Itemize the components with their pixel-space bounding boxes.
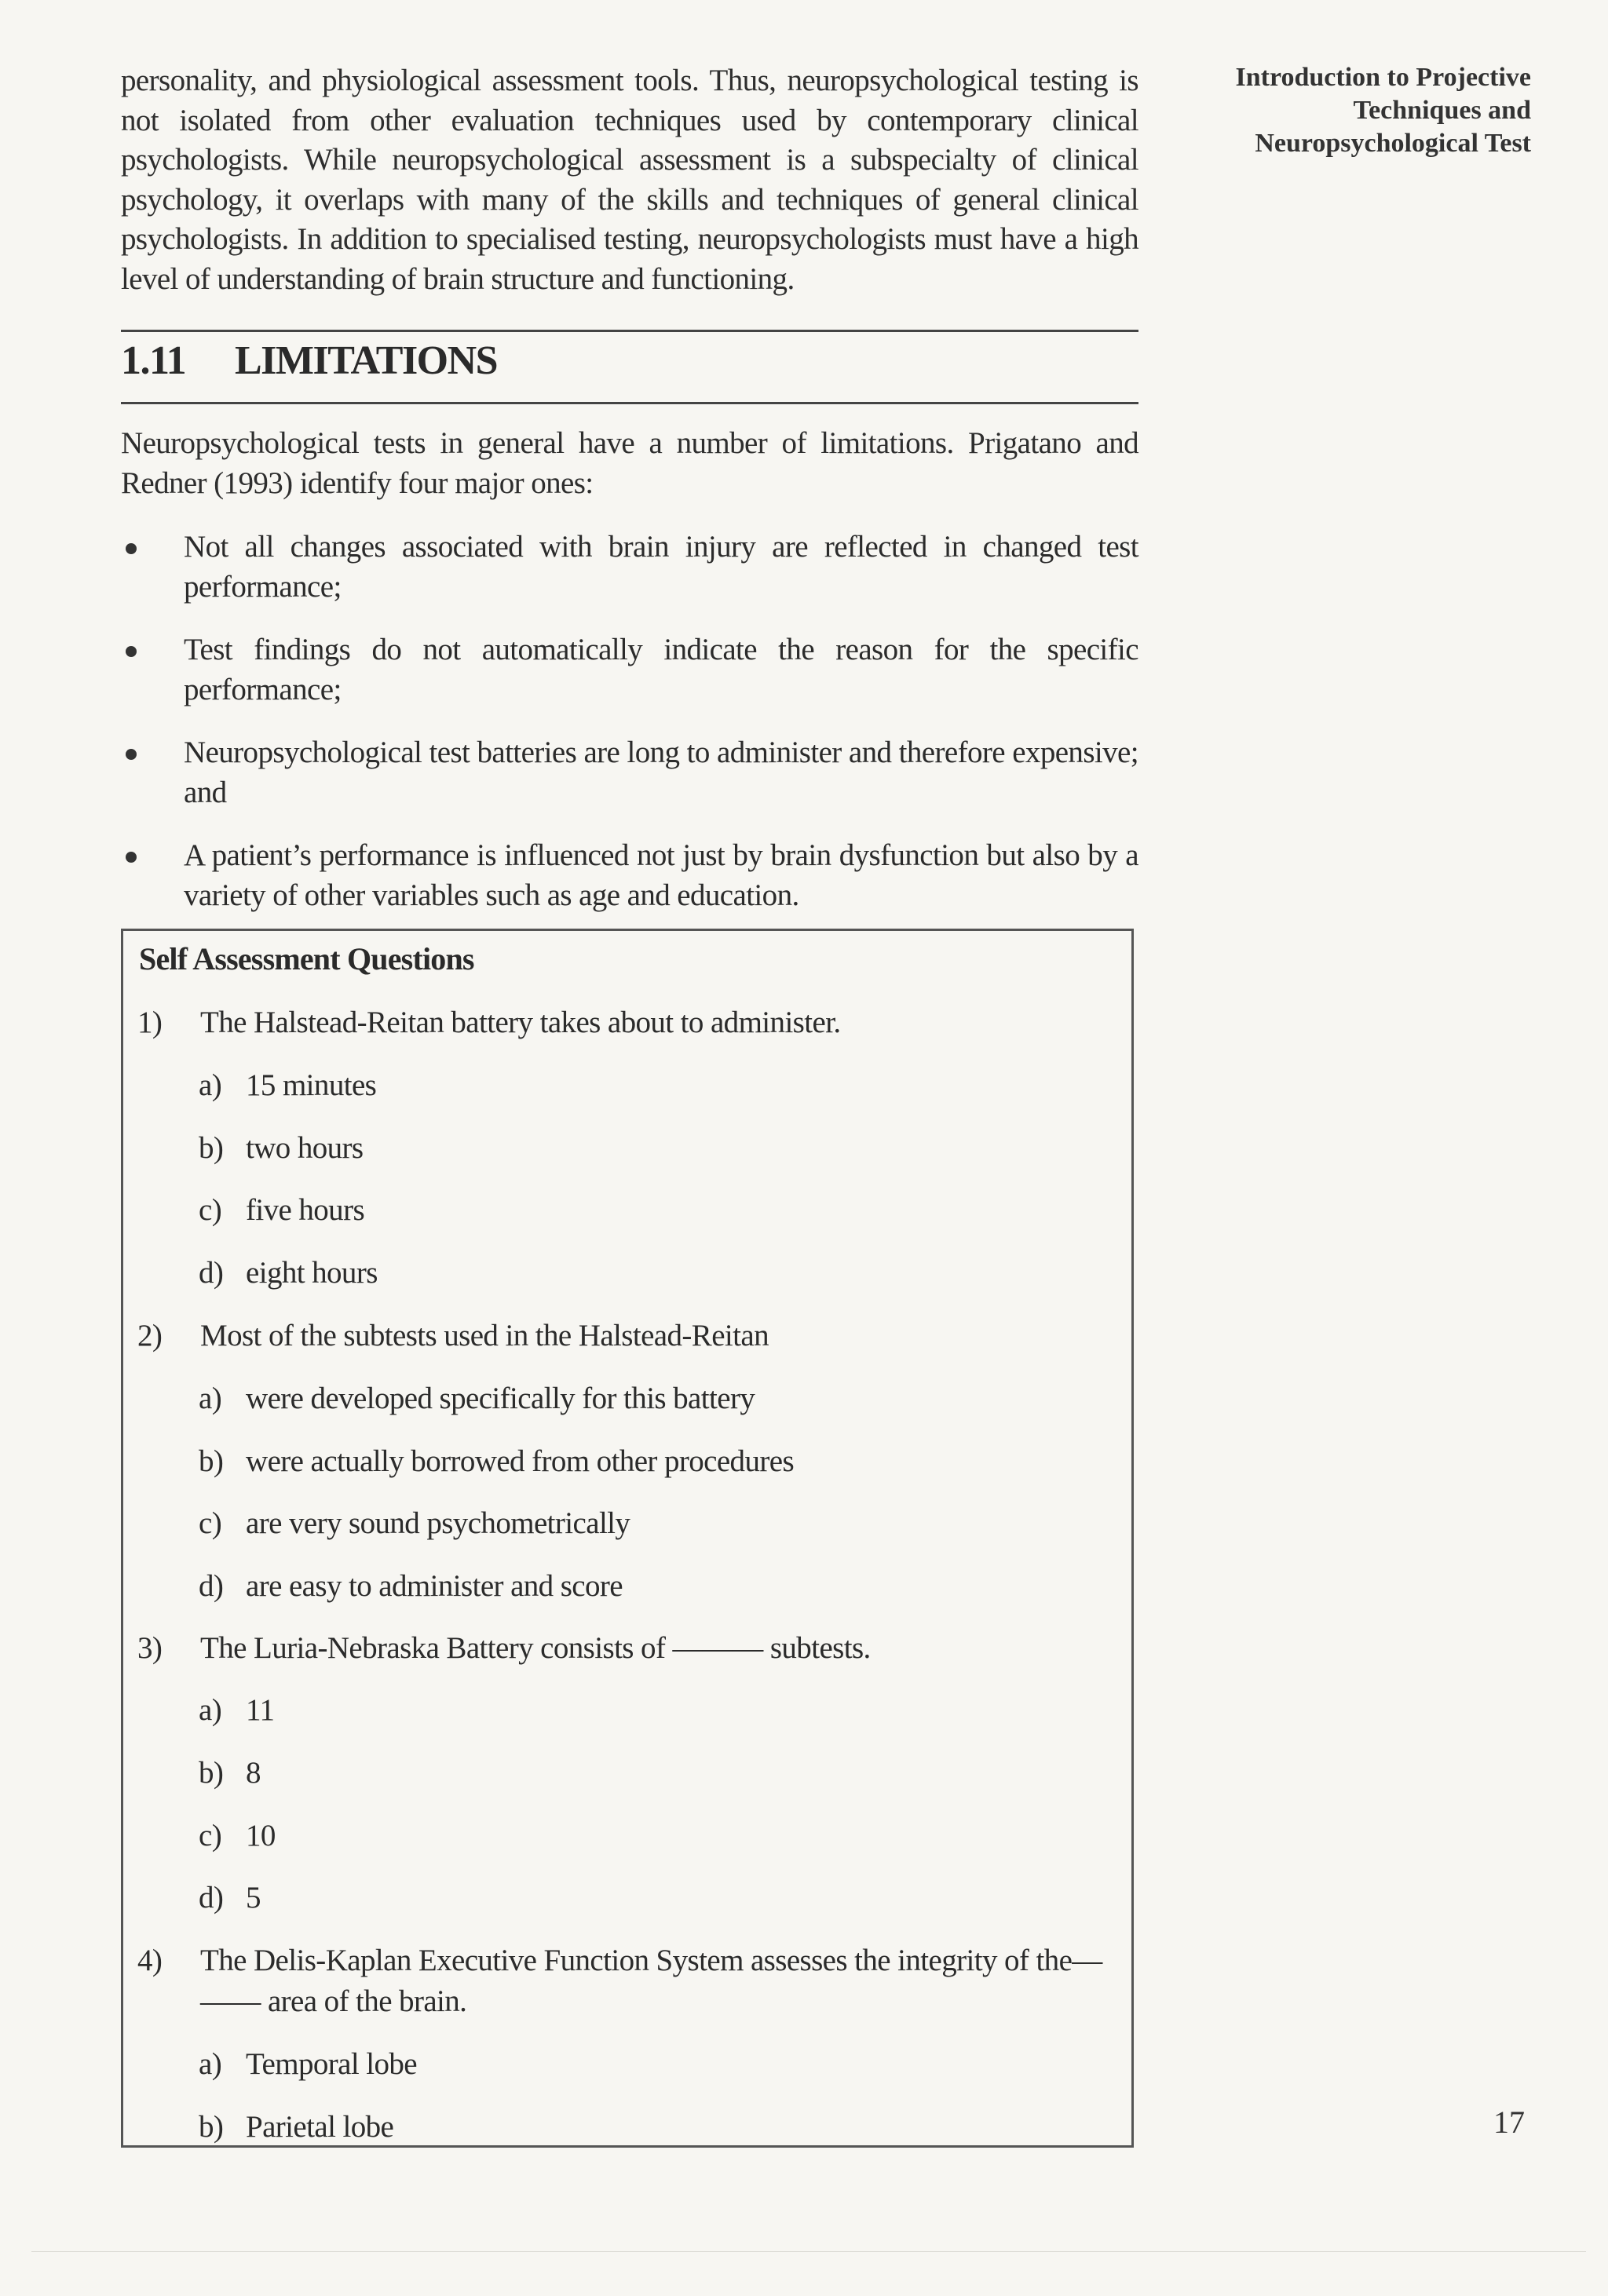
option-letter: c) [199,1193,222,1227]
running-header-line: Techniques and [1353,96,1531,125]
option-text: are very sound psychometrically [246,1506,630,1540]
section-rule-top [121,330,1138,332]
opening-paragraph: personality, and physiological assessment tools. Thus, neuropsychological testing is not isolated from other evaluation techniques used by contemporary clinical psychologists. While neuropsychological assessment is a subspecialty of clinical psychology, it overlaps with many of the skills and techniques of general clinical psychologists. In addition to specialised testing, neuropsychologists must have a high level of understanding of brain structure and functioning. [121,64,1138,296]
option-letter: b) [199,1444,224,1478]
option-text: 11 [246,1693,275,1727]
intro-paragraph: Neuropsychological tests in general have a number of limitations. Prigatano and Redner (1993) identify four major ones: [121,426,1138,500]
question-number: 4) [137,1944,163,1977]
self-assessment-title: Self Assessment Questions [139,941,474,976]
list-item [121,630,1138,733]
option-letter: a) [199,1068,222,1102]
option-text: were actually borrowed from other procedures [246,1444,795,1478]
option-text: five hours [246,1193,365,1227]
section-heading [121,338,497,384]
option-text: 10 [246,1819,276,1852]
option-text: Parietal lobe [246,2110,394,2144]
option-text: eight hours [246,1256,378,1290]
page-number: 17 [1493,2104,1525,2140]
limitations-list [121,527,1138,939]
option-text: 8 [246,1756,261,1790]
self-assessment-box [121,929,1134,2148]
list-item [121,527,1138,630]
page-edge-divider [31,2251,1586,2252]
question-text: The Halstead-Reitan battery takes about to administer. [200,1006,841,1039]
option-letter: d) [199,1569,224,1603]
option-letter: b) [199,1131,224,1165]
option-letter: c) [199,1819,222,1852]
question-number: 2) [137,1319,163,1352]
section-number: 1.11 [121,338,186,383]
option-letter: c) [199,1506,222,1540]
bullet-icon [126,852,137,863]
question-number: 1) [137,1006,163,1039]
list-item [121,836,1138,939]
option-text: are easy to administer and score [246,1569,623,1603]
section-title: LIMITATIONS [235,338,498,383]
list-item [121,733,1138,836]
section-rule-bottom [121,402,1138,404]
question-number: 3) [137,1631,163,1665]
question-text: Most of the subtests used in the Halstead-Reitan [200,1319,769,1352]
option-letter: b) [199,1756,224,1790]
running-header [1209,61,1531,160]
bullet-icon [126,749,137,760]
opening-section [121,61,1138,299]
option-letter: a) [199,2047,222,2081]
option-letter: d) [199,1881,224,1915]
list-item-text: Not all changes associated with brain injury are reflected in changed test performance; [184,530,1138,604]
bullet-icon [126,543,137,554]
option-text: 15 minutes [246,1068,377,1102]
question-text-line: —— area of the brain. [200,1984,467,2018]
option-letter: d) [199,1256,224,1290]
option-text: two hours [246,1131,364,1165]
option-text: 5 [246,1881,261,1915]
bullet-icon [126,646,137,657]
option-letter: a) [199,1382,222,1415]
option-text: were developed specifically for this battery [246,1382,755,1415]
list-item-text: Test findings do not automatically indicate the reason for the specific performance; [184,633,1138,706]
list-item-text: A patient’s performance is influenced not just by brain dysfunction but also by a variety of other variables such as age and education. [184,838,1138,912]
option-letter: a) [199,1693,222,1727]
list-item-text: Neuropsychological test batteries are long to administer and therefore expensive; and [184,736,1138,809]
option-letter: b) [199,2110,224,2144]
running-header-line: Introduction to Projective [1235,63,1531,92]
limitations-intro [121,424,1138,503]
question-text-line: The Delis-Kaplan Executive Function System assesses the integrity of the— [200,1944,1102,1977]
question-text: The Luria-Nebraska Battery consists of ——— subtests. [200,1631,871,1665]
running-header-line: Neuropsychological Test [1255,129,1531,158]
option-text: Temporal lobe [246,2047,417,2081]
